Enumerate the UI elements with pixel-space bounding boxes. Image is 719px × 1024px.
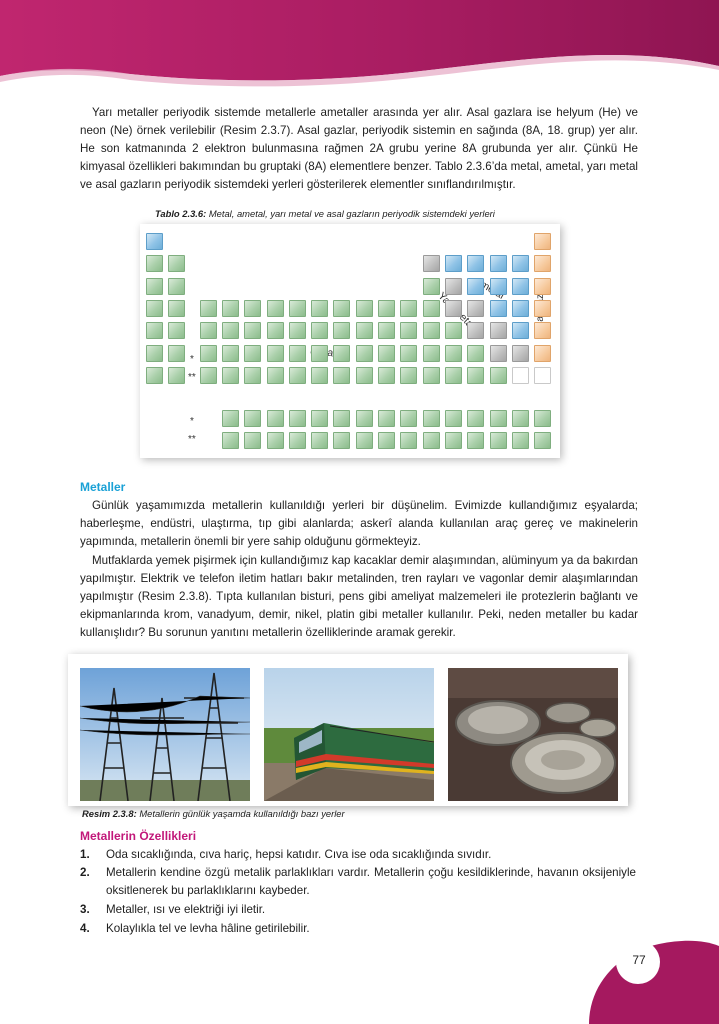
metal-cell [400,345,417,362]
page-number: 77 [632,953,646,967]
ametal-cell [490,255,507,272]
metal-cell [289,300,306,317]
metal-cell [168,278,185,295]
metal-cell [378,322,395,339]
metal-cell [467,432,484,449]
metal-cell [146,367,163,384]
metal-cell [378,432,395,449]
metal-cell [311,300,328,317]
metal-cell [267,432,284,449]
metal-cell [146,300,163,317]
metal-cell [244,345,261,362]
metal-cell [378,345,395,362]
yari-metal-cell [445,278,462,295]
metal-cell [445,432,462,449]
metal-cell [244,432,261,449]
metal-cell [200,345,217,362]
metal-cell [146,255,163,272]
metal-cell [200,300,217,317]
metal-cell [168,345,185,362]
yari-metal-label: metal [450,305,478,332]
metal-cell [146,345,163,362]
metal-cell [356,300,373,317]
metal-cell [222,410,239,427]
metal-cell [423,345,440,362]
ametal-cell [512,255,529,272]
metal-cell [534,432,551,449]
metal-cell [423,410,440,427]
actinide-row-marker: ** [188,434,196,445]
metal-cell [333,322,350,339]
ametal-cell [512,322,529,339]
metal-cell [423,278,440,295]
metal-cell [512,410,529,427]
empty-cell [512,367,529,384]
photo-caption-label: Resim 2.3.8: [82,808,137,819]
metal-cell [467,367,484,384]
metal-cell [356,322,373,339]
ametal-cell [467,278,484,295]
metal-cell [222,345,239,362]
metaller-paragraph-1: Günlük yaşamımızda metallerin kullanıldığı yerleri bir düşünelim. Evimizde kullandığımız eşyalarda; haberleşme, endüstri, ulaştırma, tıp gibi alanlarda; askerî alanda kullanılan araç gereç ve makinelerin yapımında, metallerin önemli bir yere sahip olduğunu görmekteyiz. [80,499,638,548]
metal-cell [244,300,261,317]
train-photo [264,668,434,801]
table-caption [155,208,495,219]
metal-cell [244,322,261,339]
list-number: 3. [80,903,90,916]
metal-cell [423,322,440,339]
metal-cell [400,300,417,317]
ametal-cell [490,300,507,317]
metal-cell [311,432,328,449]
metal-cell [400,432,417,449]
metal-cell [146,278,163,295]
metal-cell [267,322,284,339]
metal-cell [333,367,350,384]
asal-gaz-cell [534,233,551,250]
asal-gaz-cell [534,322,551,339]
yari-metal-cell [467,322,484,339]
metal-cell [222,432,239,449]
metal-cell [423,367,440,384]
yari-metal-cell [490,322,507,339]
lanthanide-row-marker: * [190,416,194,427]
power-lines-photo [80,668,250,801]
metal-cell [311,367,328,384]
metal-cell [168,255,185,272]
metal-cell [356,345,373,362]
list-text: Metallerin kendine özgü metalik parlaklıkları vardır. Metallerin çoğu kesildiklerinde, havanın oksijeniyle oksitlenerek bu parlaklıklarını kaybeder. [106,866,636,897]
lanthanide-marker: * [190,354,194,365]
asal-gaz-cell [534,255,551,272]
yari-metal-cell [467,300,484,317]
metal-cell [333,410,350,427]
photo-panel [68,654,628,806]
header-band [0,0,719,92]
metal-cell [445,367,462,384]
metal-cell [289,322,306,339]
list-item [80,846,636,864]
list-text: Kolaylıkla tel ve levha hâline getirilebilir. [106,922,310,935]
intro-paragraph: Yarı metaller periyodik sistemde metallerle ametaller arasında yer alır. Asal gazlara ise helyum (He) ve neon (Ne) örnek verilebilir (Resim 2.3.7). Asal gazlar, periyodik sistemin en sağında (8A, 18. grup) yer alır. He son katmanında 2 elektron bulunmasına rağmen 2A grubu yerine 8A grubunda yer alır. Çünkü He kimyasal özellikleri bakımından bu gruptaki (8A) elementlere benzer. Tablo 2.3.6’da metal, ametal, yarı metal ve asal gazların periyodik sistemdeki yerleri gösterilerek elementler sınıflandırılmıştır. [80,106,638,191]
page-corner [589,934,719,1024]
yari-metal-cell [445,300,462,317]
yari-metal-cell [512,345,529,362]
metal-cell [222,322,239,339]
metal-cell [267,345,284,362]
ametal-cell [445,255,462,272]
metal-cell [267,300,284,317]
metal-cell [200,322,217,339]
metal-cell [423,432,440,449]
metal-cell [289,432,306,449]
metal-cell [222,300,239,317]
metal-cell [445,322,462,339]
metal-cell [168,322,185,339]
metal-cell [490,410,507,427]
ametal-cell [146,233,163,250]
metal-cell [356,432,373,449]
metal-cell [267,367,284,384]
metal-cell [311,410,328,427]
metal-cell [244,410,261,427]
metal-cell [333,432,350,449]
metal-cell [267,410,284,427]
actinide-marker: ** [188,372,196,383]
metal-cell [146,322,163,339]
yari-metal-cell [423,255,440,272]
metal-cell [423,300,440,317]
list-number: 1. [80,848,90,861]
list-text: Metaller, ısı ve elektriği iyi iletir. [106,903,266,916]
list-item [80,864,636,900]
metal-cell [400,322,417,339]
metal-cell [168,300,185,317]
metal-cell [490,367,507,384]
metal-cell [333,300,350,317]
metal-cell [289,367,306,384]
periodic-table [140,224,560,458]
list-number: 2. [80,866,90,879]
photo-caption [82,808,345,819]
metal-cell [333,345,350,362]
metaller-heading: Metaller [80,480,126,494]
metal-cell [378,300,395,317]
metal-cell [289,410,306,427]
metal-cell [168,367,185,384]
metal-cell [445,410,462,427]
metal-cell [356,367,373,384]
metal-cell [378,410,395,427]
metal-cell [222,367,239,384]
asal-gaz-cell [534,300,551,317]
ametal-cell [467,255,484,272]
ametal-cell [512,278,529,295]
list-item [80,901,636,919]
ametal-cell [490,278,507,295]
ozellikler-heading: Metallerin Özellikleri [80,829,197,843]
metal-cell [467,345,484,362]
list-text: Oda sıcaklığında, cıva hariç, hepsi katıdır. Cıva ise oda sıcaklığında sıvıdır. [106,848,492,861]
metal-bowls-photo [448,668,618,801]
metal-cell [512,432,529,449]
empty-cell [534,367,551,384]
metal-cell [311,322,328,339]
metal-cell [490,432,507,449]
asal-gaz-cell [534,345,551,362]
metal-cell [400,410,417,427]
table-caption-label: Tablo 2.3.6: [155,208,207,219]
metal-cell [378,367,395,384]
photo-caption-text: Metallerin günlük yaşamda kullanıldığı bazı yerler [136,808,345,819]
list-number: 4. [80,922,90,935]
list-item [80,920,636,938]
metal-cell [244,367,261,384]
metal-cell [356,410,373,427]
metal-cell [445,345,462,362]
metal-cell [311,345,328,362]
metal-cell [289,345,306,362]
metaller-paragraph-2: Mutfaklarda yemek pişirmek için kullandığımız kap kacaklar demir alaşımından, alüminyum ya da bakırdan yapılmıştır. Elektrik ve telefon iletim hatları bakır metalinden, tren rayları ve vagonlar demir alaşımlarından yapılmıştır (Resim 2.3.8). Tıpta kullanılan bisturi, pens gibi ameliyat malzemeleri ile protezlerin bağlantı ve ekipmanlarında krom, vanadyum, demir, nikel, platin gibi metaller kullanılır. Peki, neden metaller bu kadar kullanışlıdır? Bu sorunun yanıtını metallerin özelliklerinde aramak gerekir. [80,554,638,639]
metal-cell [534,410,551,427]
table-caption-text: Metal, ametal, yarı metal ve asal gazların periyodik sistemdeki yerleri [206,208,495,219]
ametal-cell [512,300,529,317]
asal-gaz-cell [534,278,551,295]
metal-cell [400,367,417,384]
metal-cell [467,410,484,427]
yari-metal-cell [490,345,507,362]
metal-cell [200,367,217,384]
